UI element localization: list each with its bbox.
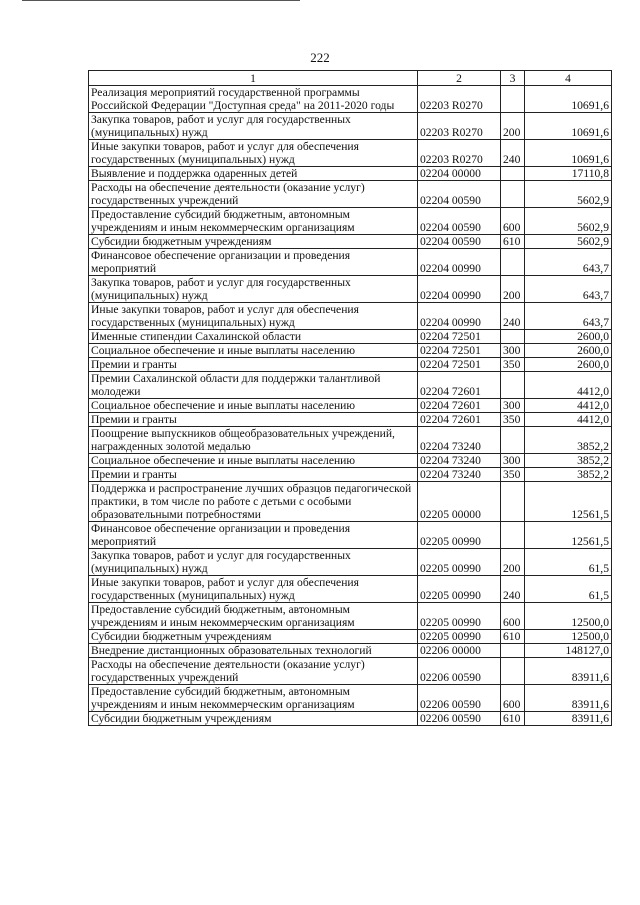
row-sum-cell: 643,7 xyxy=(525,303,612,330)
row-sum-cell: 3852,2 xyxy=(525,468,612,482)
row-sum-cell: 10691,6 xyxy=(525,140,612,167)
row-vr-cell: 600 xyxy=(501,208,525,235)
row-name-cell: Премии и гранты xyxy=(89,413,418,427)
row-name-cell: Финансовое обеспечение организации и проведения мероприятий xyxy=(89,522,418,549)
row-vr-cell: 200 xyxy=(501,276,525,303)
row-sum-cell: 5602,9 xyxy=(525,235,612,249)
row-name-cell: Субсидии бюджетным учреждениям xyxy=(89,630,418,644)
row-name-cell: Внедрение дистанционных образовательных технологий xyxy=(89,644,418,658)
row-vr-cell: 300 xyxy=(501,399,525,413)
row-sum-cell: 83911,6 xyxy=(525,685,612,712)
table-row xyxy=(89,468,612,482)
row-sum-cell: 2600,0 xyxy=(525,344,612,358)
row-code-cell: 02204 73240 xyxy=(418,454,501,468)
table-row xyxy=(89,358,612,372)
row-code-cell: 02206 00590 xyxy=(418,712,501,726)
row-code-cell: 02206 00000 xyxy=(418,644,501,658)
row-vr-cell: 610 xyxy=(501,235,525,249)
row-code-cell: 02204 00590 xyxy=(418,235,501,249)
row-sum-cell: 61,5 xyxy=(525,549,612,576)
table-row xyxy=(89,644,612,658)
row-code-cell: 02206 00590 xyxy=(418,658,501,685)
row-name-cell: Иные закупки товаров, работ и услуг для обеспечения государственных (муниципальных) нужд xyxy=(89,140,418,167)
table-row xyxy=(89,685,612,712)
row-sum-cell: 12561,5 xyxy=(525,522,612,549)
row-name-cell: Поощрение выпускников общеобразовательных учреждений, награжденных золотой медалью xyxy=(89,427,418,454)
row-sum-cell: 2600,0 xyxy=(525,358,612,372)
row-code-cell: 02204 00000 xyxy=(418,167,501,181)
row-code-cell: 02204 72501 xyxy=(418,358,501,372)
row-sum-cell: 10691,6 xyxy=(525,113,612,140)
table-row xyxy=(89,482,612,522)
row-name-cell: Предоставление субсидий бюджетным, автономным учреждениям и иным некоммерческим организациям xyxy=(89,603,418,630)
row-sum-cell: 10691,6 xyxy=(525,86,612,113)
row-sum-cell: 5602,9 xyxy=(525,181,612,208)
row-name-cell: Расходы на обеспечение деятельности (оказание услуг) государственных учреждений xyxy=(89,658,418,685)
table-row xyxy=(89,454,612,468)
table-row xyxy=(89,549,612,576)
row-name-cell: Премии Сахалинской области для поддержки талантливой молодежи xyxy=(89,372,418,399)
row-sum-cell: 12561,5 xyxy=(525,482,612,522)
row-code-cell: 02203 R0270 xyxy=(418,140,501,167)
row-sum-cell: 4412,0 xyxy=(525,399,612,413)
row-code-cell: 02204 73240 xyxy=(418,468,501,482)
header-row xyxy=(89,71,612,86)
table-row xyxy=(89,113,612,140)
row-vr-cell xyxy=(501,482,525,522)
table-row xyxy=(89,522,612,549)
row-name-cell: Закупка товаров, работ и услуг для государственных (муниципальных) нужд xyxy=(89,549,418,576)
row-vr-cell xyxy=(501,167,525,181)
table-row xyxy=(89,576,612,603)
row-code-cell: 02203 R0270 xyxy=(418,113,501,140)
table-row xyxy=(89,276,612,303)
row-vr-cell xyxy=(501,249,525,276)
table-row xyxy=(89,413,612,427)
table-row xyxy=(89,630,612,644)
row-sum-cell: 5602,9 xyxy=(525,208,612,235)
row-code-cell: 02204 00990 xyxy=(418,276,501,303)
page-number: 222 xyxy=(310,50,330,65)
row-name-cell: Финансовое обеспечение организации и проведения мероприятий xyxy=(89,249,418,276)
row-name-cell: Реализация мероприятий государственной программы Российской Федерации "Доступная среда" на 2011-2020 годы xyxy=(89,86,418,113)
row-name-cell: Выявление и поддержка одаренных детей xyxy=(89,167,418,181)
row-vr-cell: 610 xyxy=(501,630,525,644)
row-code-cell: 02205 00990 xyxy=(418,630,501,644)
row-vr-cell xyxy=(501,330,525,344)
row-sum-cell: 643,7 xyxy=(525,249,612,276)
row-code-cell: 02204 72601 xyxy=(418,399,501,413)
row-vr-cell: 200 xyxy=(501,113,525,140)
row-vr-cell: 350 xyxy=(501,358,525,372)
row-sum-cell: 2600,0 xyxy=(525,330,612,344)
column-header-sum: 4 xyxy=(525,71,612,86)
top-rule xyxy=(22,0,300,1)
row-code-cell: 02204 00990 xyxy=(418,249,501,276)
row-code-cell: 02204 73240 xyxy=(418,427,501,454)
row-vr-cell xyxy=(501,372,525,399)
row-vr-cell: 300 xyxy=(501,344,525,358)
row-code-cell: 02204 72501 xyxy=(418,344,501,358)
row-sum-cell: 148127,0 xyxy=(525,644,612,658)
column-header-code: 2 xyxy=(418,71,501,86)
table-row xyxy=(89,372,612,399)
row-name-cell: Премии и гранты xyxy=(89,358,418,372)
row-name-cell: Премии и гранты xyxy=(89,468,418,482)
table-row xyxy=(89,235,612,249)
table-row xyxy=(89,658,612,685)
row-name-cell: Закупка товаров, работ и услуг для государственных (муниципальных) нужд xyxy=(89,276,418,303)
row-code-cell: 02204 00990 xyxy=(418,303,501,330)
table-row xyxy=(89,86,612,113)
row-code-cell: 02205 00000 xyxy=(418,482,501,522)
table-row xyxy=(89,167,612,181)
row-sum-cell: 643,7 xyxy=(525,276,612,303)
table-row xyxy=(89,399,612,413)
row-code-cell: 02205 00990 xyxy=(418,576,501,603)
row-vr-cell xyxy=(501,644,525,658)
row-vr-cell: 240 xyxy=(501,576,525,603)
row-vr-cell: 610 xyxy=(501,712,525,726)
row-name-cell: Предоставление субсидий бюджетным, автономным учреждениям и иным некоммерческим организациям xyxy=(89,685,418,712)
row-vr-cell: 600 xyxy=(501,603,525,630)
row-name-cell: Субсидии бюджетным учреждениям xyxy=(89,712,418,726)
table-row xyxy=(89,208,612,235)
row-vr-cell: 240 xyxy=(501,140,525,167)
table-row xyxy=(89,603,612,630)
row-sum-cell: 17110,8 xyxy=(525,167,612,181)
row-sum-cell: 3852,2 xyxy=(525,427,612,454)
row-code-cell: 02205 00990 xyxy=(418,603,501,630)
row-sum-cell: 83911,6 xyxy=(525,658,612,685)
row-vr-cell: 200 xyxy=(501,549,525,576)
row-name-cell: Предоставление субсидий бюджетным, автономным учреждениям и иным некоммерческим организациям xyxy=(89,208,418,235)
row-name-cell: Именные стипендии Сахалинской области xyxy=(89,330,418,344)
row-sum-cell: 12500,0 xyxy=(525,603,612,630)
row-sum-cell: 83911,6 xyxy=(525,712,612,726)
row-name-cell: Закупка товаров, работ и услуг для государственных (муниципальных) нужд xyxy=(89,113,418,140)
row-name-cell: Субсидии бюджетным учреждениям xyxy=(89,235,418,249)
row-vr-cell: 350 xyxy=(501,413,525,427)
row-code-cell: 02204 00590 xyxy=(418,181,501,208)
row-vr-cell: 600 xyxy=(501,685,525,712)
row-code-cell: 02204 00590 xyxy=(418,208,501,235)
row-code-cell: 02204 72501 xyxy=(418,330,501,344)
row-vr-cell xyxy=(501,86,525,113)
row-code-cell: 02205 00990 xyxy=(418,522,501,549)
row-code-cell: 02206 00590 xyxy=(418,685,501,712)
row-vr-cell xyxy=(501,522,525,549)
row-code-cell: 02203 R0270 xyxy=(418,86,501,113)
table-row xyxy=(89,181,612,208)
row-name-cell: Социальное обеспечение и иные выплаты населению xyxy=(89,454,418,468)
table-row xyxy=(89,427,612,454)
row-code-cell: 02204 72601 xyxy=(418,372,501,399)
row-code-cell: 02205 00990 xyxy=(418,549,501,576)
row-name-cell: Иные закупки товаров, работ и услуг для обеспечения государственных (муниципальных) нужд xyxy=(89,576,418,603)
row-name-cell: Социальное обеспечение и иные выплаты населению xyxy=(89,399,418,413)
row-vr-cell: 350 xyxy=(501,468,525,482)
budget-table xyxy=(88,70,612,726)
row-sum-cell: 3852,2 xyxy=(525,454,612,468)
row-vr-cell: 240 xyxy=(501,303,525,330)
table-row xyxy=(89,330,612,344)
table-row xyxy=(89,303,612,330)
row-name-cell: Иные закупки товаров, работ и услуг для обеспечения государственных (муниципальных) нужд xyxy=(89,303,418,330)
row-sum-cell: 61,5 xyxy=(525,576,612,603)
row-vr-cell xyxy=(501,181,525,208)
row-vr-cell xyxy=(501,658,525,685)
table-row xyxy=(89,140,612,167)
row-vr-cell: 300 xyxy=(501,454,525,468)
row-name-cell: Расходы на обеспечение деятельности (оказание услуг) государственных учреждений xyxy=(89,181,418,208)
row-name-cell: Социальное обеспечение и иные выплаты населению xyxy=(89,344,418,358)
row-sum-cell: 4412,0 xyxy=(525,372,612,399)
row-code-cell: 02204 72601 xyxy=(418,413,501,427)
table-row xyxy=(89,712,612,726)
row-vr-cell xyxy=(501,427,525,454)
row-sum-cell: 12500,0 xyxy=(525,630,612,644)
column-header-name: 1 xyxy=(89,71,418,86)
row-name-cell: Поддержка и распространение лучших образцов педагогической практики, в том числе по работе с детьми с особыми образовательными потребностями xyxy=(89,482,418,522)
row-sum-cell: 4412,0 xyxy=(525,413,612,427)
table-row xyxy=(89,344,612,358)
column-header-vr: 3 xyxy=(501,71,525,86)
table-row xyxy=(89,249,612,276)
